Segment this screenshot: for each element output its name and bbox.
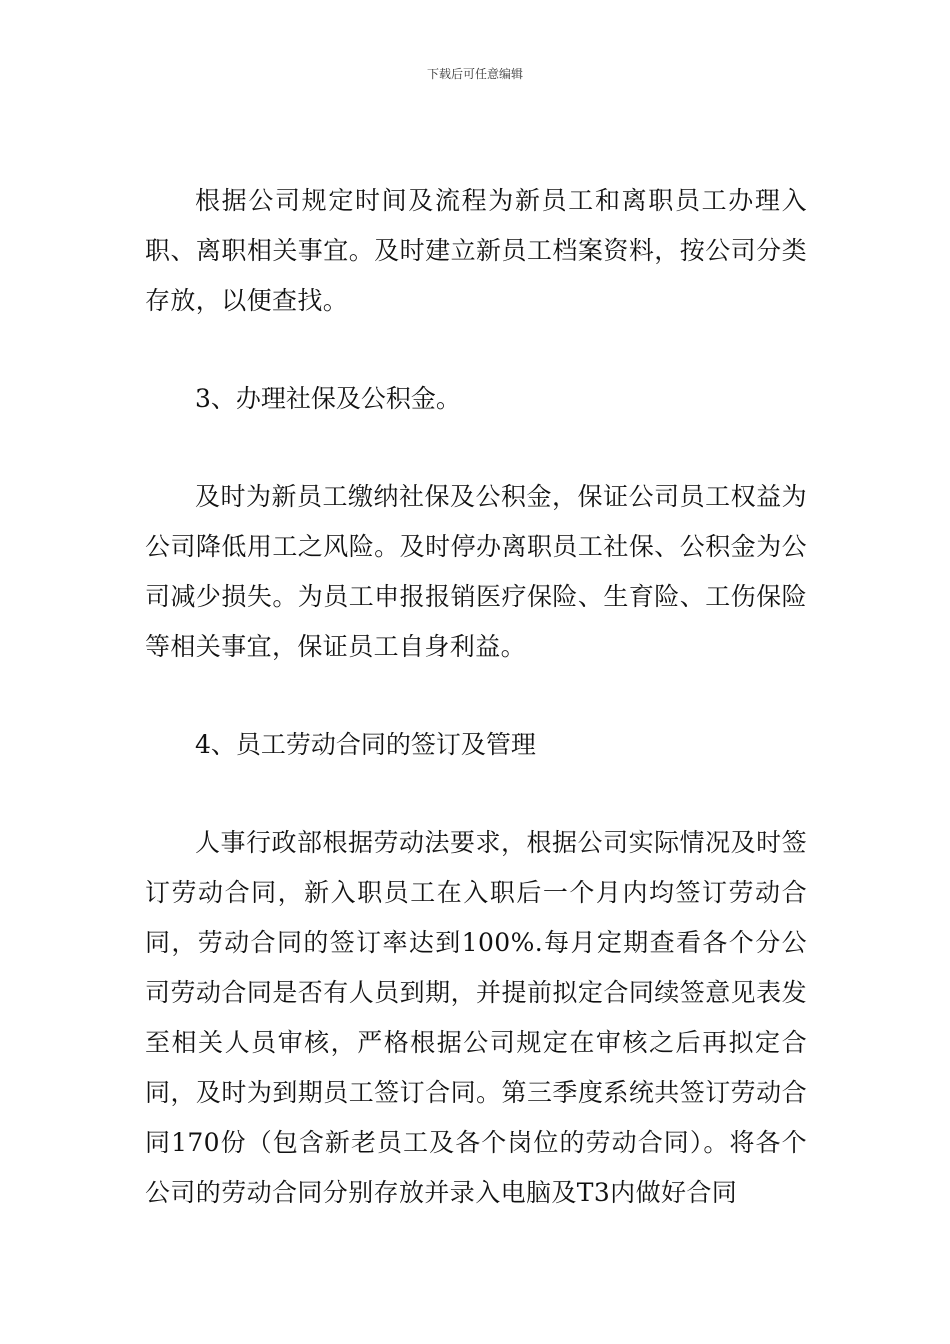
- paragraph-gap: [145, 326, 807, 374]
- paragraph-onboarding: 根据公司规定时间及流程为新员工和离职员工办理入职、离职相关事宜。及时建立新员工档案资料，按公司分类存放，以便查找。: [145, 186, 807, 315]
- section-heading-4: 4、员工劳动合同的签订及管理: [195, 730, 536, 759]
- paragraph-labor-contract: 人事行政部根据劳动法要求，根据公司实际情况及时签订劳动合同，新入职员工在入职后一个月内均签订劳动合同，劳动合同的签订率达到100%.每月定期查看各个分公司劳动合同是否有人员到期，并提前拟定合同续签意见表发至相关人员审核，严格根据公司规定在审核之后再拟定合同，及时为到期员工签订合同。第三季度系统共签订劳动合同170份（包含新老员工及各个岗位的劳动合同）。将各个公司的劳动合同分别存放并录入电脑及T3内做好合同: [145, 828, 807, 1207]
- paragraph-gap: [145, 424, 807, 472]
- paragraph-gap: [145, 770, 807, 818]
- document-body: [145, 176, 807, 1218]
- page-header-note: 下载后可任意编辑: [426, 67, 523, 81]
- section-heading-3: 3、办理社保及公积金。: [195, 384, 461, 413]
- paragraph-social-insurance: 及时为新员工缴纳社保及公积金，保证公司员工权益为公司降低用工之风险。及时停办离职员工社保、公积金为公司减少损失。为员工申报报销医疗保险、生育险、工伤保险等相关事宜，保证员工自身利益。: [145, 482, 807, 661]
- paragraph-gap: [145, 672, 807, 720]
